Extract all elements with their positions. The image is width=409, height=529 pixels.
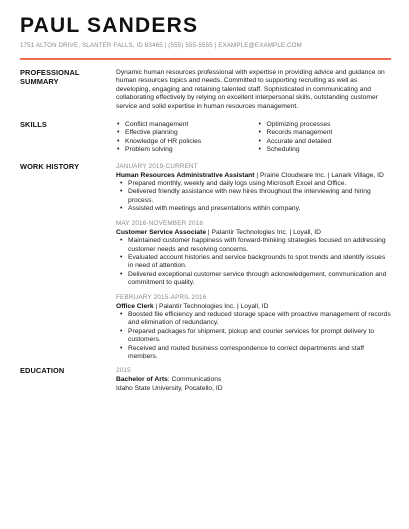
job-bullet: • Boosted file efficiency and reduced storage space with proactive management of records and elimination of redundancy. (116, 311, 391, 328)
education-year: 2015 (116, 367, 131, 375)
job-employer: | Prairie Cloudware Inc. | Lanark Village, ID (254, 171, 384, 179)
skill-item: • Accurate and detailed (258, 138, 392, 146)
job-role-line (116, 303, 391, 311)
job-role-line (116, 229, 391, 237)
education-section (20, 367, 391, 393)
degree-label: Bachelor of Arts (116, 376, 168, 384)
candidate-name: PAUL SANDERS (20, 14, 199, 37)
job-position: Office Clerk (116, 302, 154, 310)
skill-item: • Scheduling (258, 146, 392, 154)
work-history-body (116, 163, 391, 368)
job-bullet: • Delivered friendly assistance with new hires throughout the interviewing and hiring process. (116, 188, 391, 205)
skills-grid (116, 121, 391, 155)
job-employer: | Palantir Technologies Inc. | Loyall, ID (206, 228, 321, 236)
education-school: Idaho State University, Pocatello, ID (116, 384, 223, 392)
summary-section (20, 69, 391, 111)
skill-item: • Effective planning (116, 129, 250, 137)
job-bullet: • Received and routed business correspondence to correct departments and staff members. (116, 345, 391, 362)
job-bullets (116, 311, 391, 361)
summary-text: Dynamic human resources professional with expertise in providing advice and guidance on human resources topics and needs. Committed to supporting recruiting as well as developing, engaging and retaining talented staff. Sophisticated in communicating and collaborating effectively by relying on excellent interpersonal skills, outstanding customer service and solid expertise in human resources management. (116, 69, 385, 110)
work-history-heading: WORK HISTORY (20, 161, 80, 171)
job-bullet: • Maintained customer happiness with forward-thinking strategies focused on addressing customer needs and resolving concerns. (116, 237, 391, 254)
skill-item: • Knowledge of HR policies (116, 138, 250, 146)
job-position: Human Resources Administrative Assistant (116, 171, 255, 179)
job-dates: JANUARY 2019-CURRENT (116, 162, 198, 170)
skills-section (20, 121, 391, 155)
accent-divider (20, 58, 391, 60)
summary-body (116, 69, 391, 111)
job-dates: FEBRUARY 2015-APRIL 2016 (116, 293, 207, 301)
education-body (116, 367, 391, 393)
skill-item: • Conflict management (116, 121, 250, 129)
education-heading: EDUCATION (20, 366, 65, 376)
skill-item: • Optimizing processes (258, 121, 392, 129)
skills-list-left (116, 121, 250, 155)
education-degree (116, 376, 391, 384)
work-history-section (20, 163, 391, 368)
job-entry (116, 294, 391, 362)
job-bullet: • Evaluated account histories and service backgrounds to spot trends and identify issues in need of attention. (116, 254, 391, 271)
job-employer: | Palantir Technologies Inc. | Loyall, ID (153, 302, 269, 310)
job-bullet: • Assisted with meetings and presentations within company. (116, 205, 391, 213)
job-entry (116, 220, 391, 288)
skill-item: • Records management (258, 129, 392, 137)
skill-item: • Problem solving (116, 146, 250, 154)
job-bullet: • Prepared packages for shipment, pickup and courier services for prompt delivery to customers. (116, 328, 391, 345)
job-role-line (116, 172, 391, 180)
skills-heading: SKILLS (20, 120, 47, 130)
job-bullets (116, 180, 391, 214)
job-position: Customer Service Associate (116, 228, 207, 236)
contact-line: 1751 ALTON DRIVE, SLANTER FALLS, ID 83465 | (555) 555-5555 | EXAMPLE@EXAMPLE.COM (20, 42, 302, 49)
spacer (20, 111, 391, 121)
job-bullet: • Delivered exceptional customer service through acknowledgement, communication and commitment to quality. (116, 271, 391, 288)
summary-heading (20, 69, 116, 111)
job-bullets (116, 237, 391, 287)
job-dates: MAY 2016-NOVEMBER 2018 (116, 219, 204, 227)
summary-heading-text: PROFESSIONAL SUMMARY (20, 68, 80, 86)
degree-field: : Communications (167, 376, 222, 384)
skills-list-right (258, 121, 392, 155)
job-bullet: • Prepared monthly, weekly and daily logs using Microsoft Excel and Office. (116, 180, 391, 188)
job-entry (116, 163, 391, 214)
